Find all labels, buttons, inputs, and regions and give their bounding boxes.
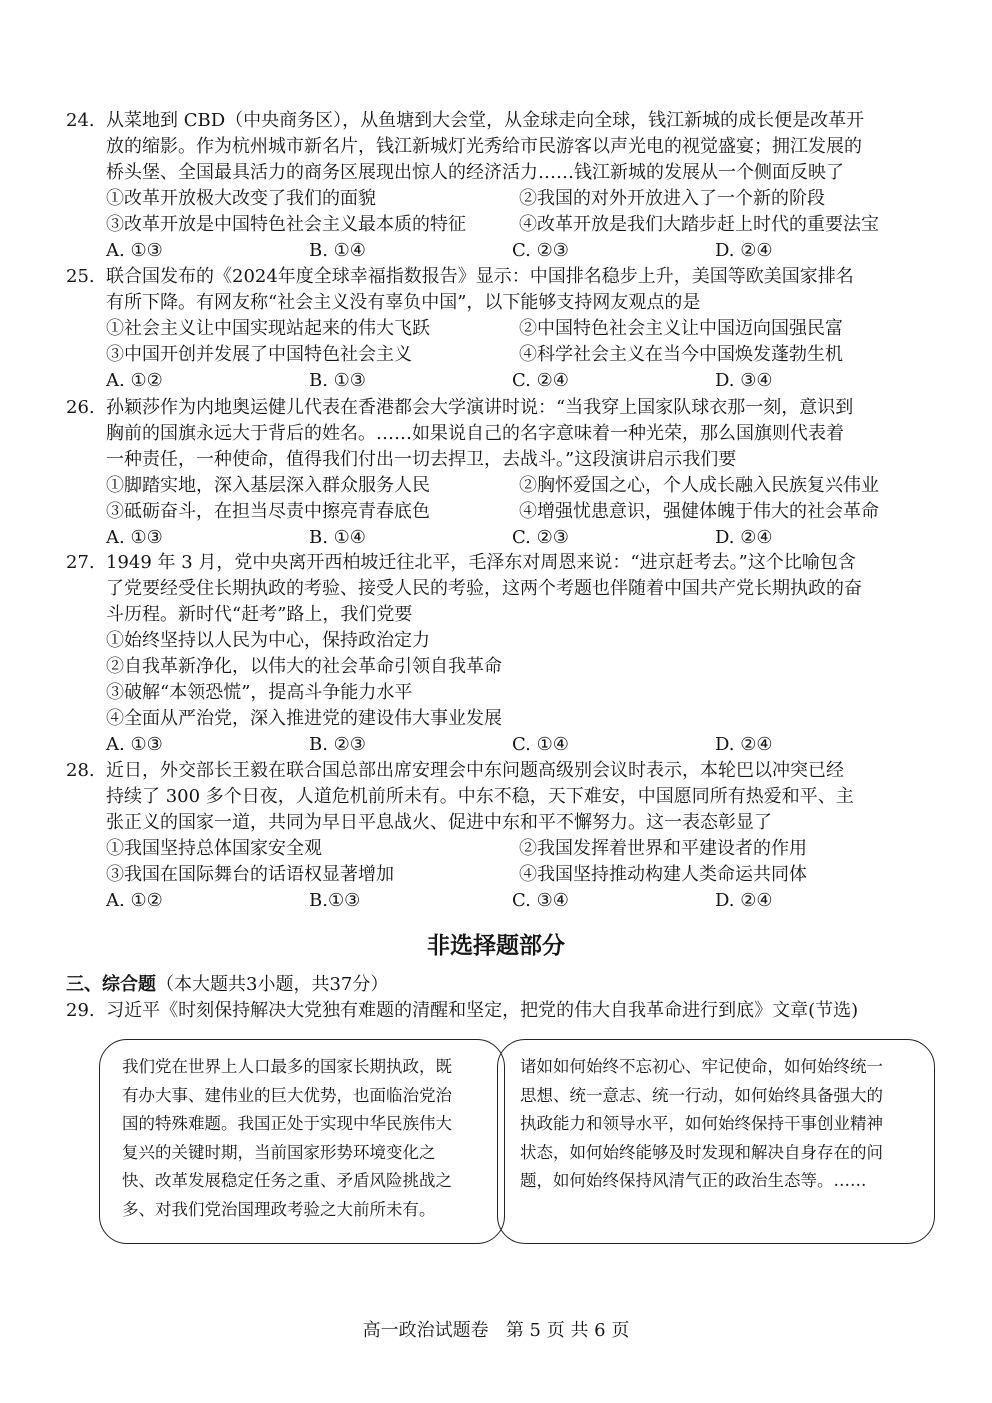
question-number: 24.	[66, 110, 95, 131]
option: ④增强忧患意识，强健体魄于伟大的社会革命	[519, 501, 879, 522]
option: ②中国特色社会主义让中国迈向国强民富	[519, 318, 843, 339]
excerpt-line: 题，如何始终保持风清气正的政治生态等。……	[520, 1171, 867, 1191]
excerpt-line: 状态，如何始终能够及时发现和解决自身存在的问	[520, 1142, 883, 1162]
option: ①社会主义让中国实现站起来的伟大飞跃	[106, 318, 430, 339]
part-heading	[66, 972, 388, 998]
question-number: 27.	[66, 552, 95, 573]
section-title: 非选择题部分	[427, 933, 565, 959]
option: ②胸怀爱国之心，个人成长融入民族复兴伟业	[519, 475, 879, 496]
part-label: 三、综合题	[66, 974, 156, 995]
excerpt-line: 诸如如何始终不忘初心、牢记使命，如何始终统一	[520, 1057, 883, 1076]
answer-choice: C. ③④	[512, 890, 569, 911]
part-note: （本大题共3小题，共37分）	[156, 974, 389, 995]
answer-choice: C. ②③	[512, 240, 569, 261]
question-stem-line: 从菜地到 CBD（中央商务区），从鱼塘到大会堂，从金球走向全球，钱江新城的成长便是改革开	[106, 110, 865, 131]
option: ③砥砺奋斗，在担当尽责中擦亮青春底色	[106, 501, 430, 522]
answer-choice: A. ①②	[106, 890, 163, 911]
question-25	[66, 264, 932, 394]
question-stem-line: 斗历程。新时代“赶考”路上，我们党要	[106, 604, 413, 625]
answer-choice: B. ②③	[309, 734, 366, 755]
question-29	[66, 998, 858, 1024]
excerpt-line: 思想、统一意志、统一行动，如何始终具备强大的	[520, 1085, 883, 1105]
excerpt-line: 执政能力和领导水平，如何始终保持干事创业精神	[520, 1114, 883, 1134]
question-number: 26.	[66, 397, 95, 418]
answer-choice: A. ①③	[106, 240, 163, 261]
option: ③破解“本领恐慌”，提高斗争能力水平	[106, 682, 413, 703]
question-stem-line: 了党要经受住长期执政的考验、接受人民的考验，这两个考题也伴随着中国共产党长期执政的奋	[106, 578, 862, 599]
option: ①我国坚持总体国家安全观	[106, 838, 322, 859]
page-footer: 高一政治试题卷 第 5 页 共 6 页	[362, 1320, 630, 1341]
answer-choice: D. ③④	[715, 370, 773, 391]
question-stem-line: 孙颖莎作为内地奥运健儿代表在香港都会大学演讲时说：“当我穿上国家队球衣那一刻，意识到	[106, 397, 854, 418]
excerpt-line: 复兴的关键时期，当前国家形势环境变化之	[122, 1142, 436, 1162]
excerpt-line: 快、改革发展稳定任务之重、矛盾风险挑战之	[122, 1171, 452, 1191]
answer-choice: A. ①③	[106, 527, 163, 548]
answer-choice: A. ①②	[106, 370, 163, 391]
question-intro: 习近平《时刻保持解决大党独有难题的清醒和坚定，把党的伟大自我革命进行到底》文章(节选)	[106, 1000, 859, 1021]
question-28	[66, 758, 932, 914]
excerpt-line: 多、对我们党治国理政考验之大前所未有。	[122, 1199, 436, 1219]
excerpt-box-left	[99, 1039, 505, 1244]
question-stem-line: 有所下降。有网友称“社会主义没有辜负中国”，以下能够支持网友观点的是	[106, 292, 701, 313]
option: ④我国坚持推动构建人类命运共同体	[519, 864, 807, 885]
answer-choice: D. ②④	[715, 734, 773, 755]
question-stem-line: 持续了 300 多个日夜，人道危机前所未有。中东不稳，天下难安，中国愿同所有热爱和平、主	[106, 786, 854, 807]
option: ③中国开创并发展了中国特色社会主义	[106, 344, 412, 365]
question-stem-line: 张正义的国家一道，共同为早日平息战火、促进中东和平不懈努力。这一表态彰显了	[106, 812, 772, 833]
answer-choice: B.①③	[309, 890, 361, 911]
option: ④全面从严治党，深入推进党的建设伟大事业发展	[106, 708, 502, 729]
answer-choice: D. ②④	[715, 240, 773, 261]
option: ①始终坚持以人民为中心，保持政治定力	[106, 630, 430, 651]
question-stem-line: 近日，外交部长王毅在联合国总部出席安理会中东问题高级别会议时表示，本轮巴以冲突已经	[106, 760, 844, 781]
answer-choice: C. ②③	[512, 527, 569, 548]
answer-choice: A. ①③	[106, 734, 163, 755]
question-27	[66, 550, 932, 758]
answer-choice: B. ①③	[309, 370, 366, 391]
answer-choice: B. ①④	[309, 527, 366, 548]
question-number: 29.	[66, 1000, 95, 1021]
answer-choice: D. ②④	[715, 890, 773, 911]
option: ④改革开放是我们大踏步赶上时代的重要法宝	[519, 214, 879, 235]
option: ②我国发挥着世界和平建设者的作用	[519, 838, 807, 859]
question-number: 28.	[66, 760, 95, 781]
excerpt-line: 我们党在世界上人口最多的国家长期执政，既	[122, 1057, 452, 1076]
question-number: 25.	[66, 266, 95, 287]
option: ③我国在国际舞台的话语权显著增加	[106, 864, 394, 885]
question-stem-line: 一种责任，一种使命，值得我们付出一切去捍卫，去战斗。”这段演讲启示我们要	[106, 449, 737, 470]
answer-choice: C. ①④	[512, 734, 569, 755]
question-24	[66, 108, 932, 264]
option: ②我国的对外开放进入了一个新的阶段	[519, 188, 825, 209]
answer-choice: D. ②④	[715, 527, 773, 548]
excerpt-box-right	[497, 1039, 935, 1244]
question-stem-line: 胸前的国旗永远大于背后的姓名。……如果说自己的名字意味着一种光荣，那么国旗则代表着	[106, 423, 844, 444]
option: ③改革开放是中国特色社会主义最本质的特征	[106, 214, 466, 235]
answer-choice: C. ②④	[512, 370, 569, 391]
option: ②自我革新净化，以伟大的社会革命引领自我革命	[106, 656, 502, 677]
option: ①脚踏实地，深入基层深入群众服务人民	[106, 475, 430, 496]
option: ①改革开放极大改变了我们的面貌	[106, 188, 376, 209]
question-26	[66, 395, 932, 551]
option: ④科学社会主义在当今中国焕发蓬勃生机	[519, 344, 843, 365]
excerpt-line: 国的特殊难题。我国正处于实现中华民族伟大	[122, 1114, 452, 1134]
question-stem-line: 联合国发布的《2024年度全球幸福指数报告》显示：中国排名稳步上升，美国等欧美国家排名	[106, 266, 854, 287]
question-stem-line: 放的缩影。作为杭州城市新名片，钱江新城灯光秀给市民游客以声光电的视觉盛宴；拥江发展的	[106, 136, 862, 157]
answer-choice: B. ①④	[309, 240, 366, 261]
question-stem-line: 桥头堡、全国最具活力的商务区展现出惊人的经济活力……钱江新城的发展从一个侧面反映了	[106, 162, 844, 183]
question-stem-line: 1949 年 3 月，党中央离开西柏坡迁往北平，毛泽东对周恩来说：“进京赶考去。”这个比喻包含	[106, 552, 856, 573]
excerpt-line: 有办大事、建伟业的巨大优势，也面临治党治	[122, 1085, 452, 1105]
